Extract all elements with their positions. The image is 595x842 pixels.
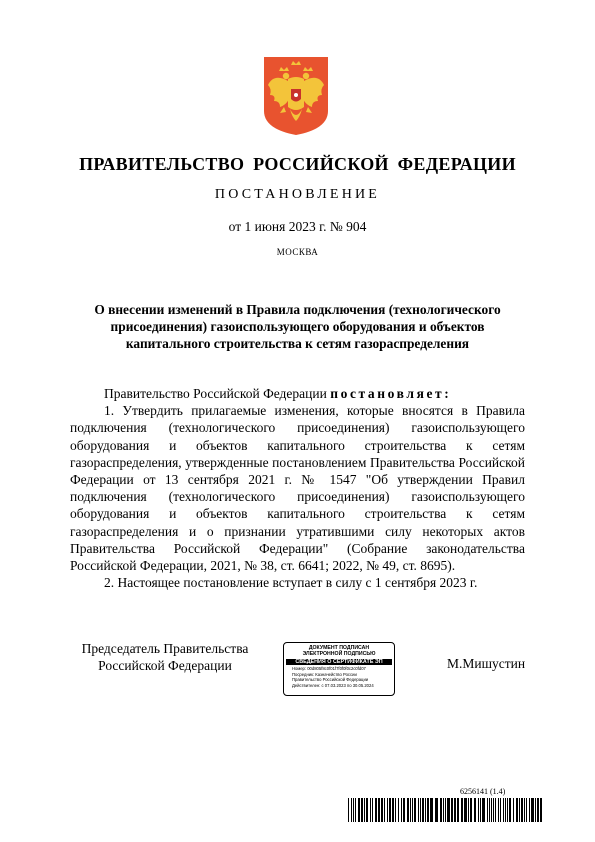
barcode-bar <box>521 798 523 822</box>
barcode-bar <box>398 798 399 822</box>
barcode-bar <box>355 798 356 822</box>
barcode-bar <box>468 798 469 822</box>
electronic-signature-stamp <box>283 642 395 696</box>
barcode-bar <box>454 798 456 822</box>
barcode-bar <box>498 798 499 822</box>
paragraph-1: 1. Утвердить прилагаемые изменения, которые вносятся в Правила подключения (технологического присоединения) газоиспользующего оборудования и объектов капитального строительства к сетям газораспределения, утвержденные постановлением Правительства Российской Федерации от 13 сентября 2021 г. № 1547 "Об утверждении Правил подключения (технологического присоединения) газоиспользующего оборудования и объектов капитального строительства к сетям газораспределения и о признании утратившими силу некоторых актов Правительства Российской Федерации" (Собрание законодательства Российской Федерации, 2021, № 38, ст. 6641; 2022, № 49, ст. 8695). <box>70 403 525 574</box>
stamp-certificate-header: СВЕДЕНИЯ О СЕРТИФИКАТЕ ЭП <box>286 659 392 666</box>
barcode-bar <box>513 798 514 822</box>
intro-paragraph <box>70 385 525 402</box>
barcode-bar <box>457 798 459 822</box>
barcode-bar <box>420 798 421 822</box>
barcode-bar <box>366 798 368 822</box>
barcode-bar <box>495 798 496 822</box>
barcode-bar <box>531 798 534 822</box>
stamp-line-2: ЭЛЕКТРОННОЙ ПОДПИСЬЮ <box>302 651 376 658</box>
barcode-bar <box>403 798 405 822</box>
barcode-bar <box>535 798 536 822</box>
barcode-bar <box>422 798 424 822</box>
barcode-bar <box>425 798 426 822</box>
barcode-bar <box>445 798 446 822</box>
barcode-bar <box>348 798 349 822</box>
document-date-number: от 1 июня 2023 г. № 904 <box>228 219 367 234</box>
barcode-bar <box>540 798 542 822</box>
barcode-bar <box>461 798 463 822</box>
barcode-bar <box>372 798 373 822</box>
barcode-bar <box>435 798 438 822</box>
barcode-bar <box>487 798 488 822</box>
document-body <box>70 385 525 591</box>
barcode-bar <box>364 798 365 822</box>
barcode-bar <box>361 798 363 822</box>
barcode-number: 6256141 (1.4) <box>460 787 506 796</box>
barcode-bar <box>503 798 504 822</box>
barcode-bar <box>392 798 394 822</box>
barcode-bar <box>516 798 518 822</box>
barcode-bar <box>384 798 385 822</box>
barcode-bar <box>418 798 419 822</box>
barcode-bar <box>387 798 388 822</box>
barcode-bar <box>507 798 508 822</box>
barcode-bar <box>519 798 520 822</box>
barcode-bar <box>505 798 506 822</box>
barcode-bar <box>443 798 444 822</box>
paragraph-2: 2. Настоящее постановление вступает в силу с 1 сентября 2023 г. <box>104 575 478 591</box>
barcode-bar <box>489 798 490 822</box>
barcode-bar <box>447 798 450 822</box>
barcode-bar <box>430 798 433 822</box>
stamp-line-6: Правительство Российской Федерации <box>292 677 369 683</box>
stamp-line-4: Номер: 00d805f8c0f01f7f0f0f0c2c0fd07 <box>292 666 366 672</box>
barcode-image <box>348 798 544 822</box>
barcode-bar <box>526 798 527 822</box>
barcode-bar <box>524 798 525 822</box>
barcode-bar <box>407 798 409 822</box>
document-subject: О внесении изменений в Правила подключения (технологического присоединения) газоиспользующего оборудования и объектов капитального строительства к сетям газораспределения <box>94 302 501 351</box>
intro-text: Правительство Российской Федерации <box>104 386 331 401</box>
barcode-bar <box>353 798 354 822</box>
coat-of-arms-emblem <box>262 55 330 137</box>
barcode-bar <box>491 798 492 822</box>
document-city: МОСКВА <box>276 247 319 257</box>
barcode-bar <box>440 798 442 822</box>
government-title: ПРАВИТЕЛЬСТВО РОССИЙСКОЙ ФЕДЕРАЦИИ <box>79 154 516 174</box>
barcode-bar <box>480 798 481 822</box>
barcode-bar <box>378 798 380 822</box>
stamp-line-5: Посредник: Казначейство России <box>292 671 357 677</box>
barcode-bar <box>389 798 391 822</box>
document-type: ПОСТАНОВЛЕНИЕ <box>214 187 381 202</box>
barcode-bar <box>493 798 494 822</box>
barcode-bar <box>410 798 411 822</box>
signatory-position <box>70 640 260 674</box>
barcode-bar <box>381 798 383 822</box>
barcode-bar <box>537 798 539 822</box>
barcode-bar <box>375 798 377 822</box>
barcode-bar <box>427 798 429 822</box>
barcode-bar <box>500 798 501 822</box>
barcode-bar <box>464 798 467 822</box>
barcode-bar <box>370 798 371 822</box>
barcode-bar <box>509 798 511 822</box>
barcode-bar <box>358 798 360 822</box>
barcode-bar <box>451 798 453 822</box>
barcode-bar <box>470 798 472 822</box>
barcode-bar <box>482 798 485 822</box>
stamp-line-1: ДОКУМЕНТ ПОДПИСАН <box>308 645 370 651</box>
resolves-word: постановляет: <box>330 386 452 401</box>
barcode-bar <box>478 798 479 822</box>
position-line-1: Председатель Правительства <box>81 641 249 656</box>
barcode-bar <box>412 798 413 822</box>
barcode-bar <box>395 798 396 822</box>
barcode-bar <box>351 798 352 822</box>
signatory-name: М.Мишустин <box>447 656 526 671</box>
barcode-bar <box>474 798 476 822</box>
barcode-bar <box>529 798 530 822</box>
stamp-line-7: Действителен: с 07.03.2023 по 30.05.2024 <box>292 682 374 688</box>
position-line-2: Российской Федерации <box>98 658 232 673</box>
barcode-bar <box>401 798 402 822</box>
barcode-bar <box>414 798 416 822</box>
